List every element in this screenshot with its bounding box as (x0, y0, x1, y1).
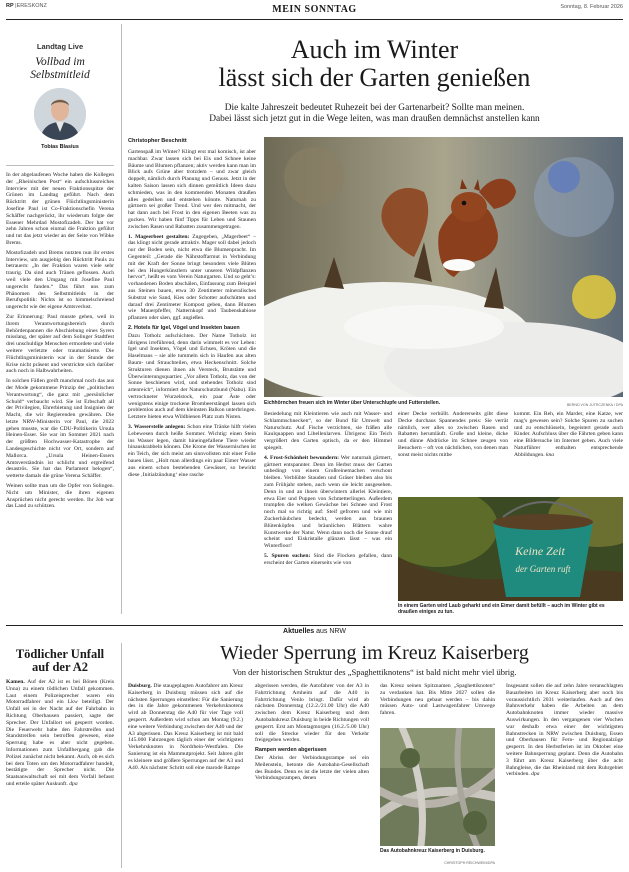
kaiserberg-column-3: das Kreuz seinen Spitznamen „Spaghettiknoten“ zu verdanken hat. Bis Mitte 2027 sollen die Verbindungen neu gebaut werden – bis dahin müssen Auto- und Lastwagenfahrer Umwege fahren. (380, 683, 495, 717)
kaiserberg-subhead: Rampen werden abgerissen (255, 747, 327, 754)
feature-deck (126, 103, 623, 125)
feature-intro: Gartenspaß im Winter? Klingt erst mal komisch, ist aber machbar. Zwar lassen sich bei Eis und Schnee keine Bäume und Blumen pflanzen; aktiv werden kann man im Blick aufs Grüne aber trotzdem – und zwar gleich doppelt, nämlich durch Planung und Genuss. Jetzt in der kalten Saison lassen sich dinnen gemütlich Ideen dazu schmieden, was in den kommenden Monaten draußen alles gedeihen und entstehen könnte. Naturnah zu gärtnern sei großer Trend. Und wer den mitmacht, der hat dann auch bei Frost in den eigenen Beeten was zu gucken. Wir haben fünf Tipps für Leben und Staunen zwischen Rasen und Rabatten zusammengetragen. (128, 149, 256, 230)
tip-4-title: 4. Frost-Schönheit bewundern: (264, 454, 339, 461)
kaiserberg-dateline: Duisburg. (128, 683, 152, 689)
accident-tag: dpa (69, 780, 78, 787)
tip-5-title: 5. Spuren suchen: (264, 552, 311, 559)
sidebar-paragraph: Zur Erinnerung: Paul musste gehen, weil in ihrem Verantwortungsbereich durch Behördenpannen die Abschiebung eines Syrers misslang, der später auf dem Solinger Stadtfest drei unschuldige Menschen ermordete und viele weitere verletzte oder traumatisierte. Die Flüchtlingsministerin war in der Stunde der Krise nicht präsent und verstrickte sich darüber auch noch in Halbwahrheiten. (6, 313, 114, 375)
issue-date: Sonntag, 8. Februar 2026 (560, 4, 623, 10)
tip-3-text: Schon eine Tränke hilft vielen Lebewesen durch heiße Sommer. Wichtig: einen Stein ins Wasser legen, damit hineingefallene Tiere wieder hinauskrabbeln können. Die Krone der Wassernischen ist ein Teich, der sich meist am sinnvollsten mit einer Folie bauen lässt. „Holt man allerdings ein paar Eimer Wasser aus einem schon bestehenden Gewässer, so bewirkt diese ‚Initialzündung‘ eine rasche (128, 424, 256, 478)
sidebar-headline: Vollbad im Selbstmitleid (30, 56, 90, 81)
sidebar-paragraph: Mostofizadeh und Brems nutzten nun ihr erstes Interview, um ausgiebig den Rücktritt Pauls zu betrauern: „In der Fraktion waren viele sehr traurig. Da sind auch Tränen geflossen. Auch weil viele den Umgang mit Josefine Paul ungerecht fanden.“ Das führt uns zum Phänomen des Selbstmitleids in der Berufspolitik: Nichts ist so himmelschreiend ungerecht wie der eigene Amtsverlust. (6, 249, 114, 311)
sidebar-paragraph: Weinen sollte man um die Opfer von Solingen. Nicht um Minister, die ihren eigenen Ansprüchen nicht gerecht werden. Ihr Job war das Land zu schützen. (6, 483, 114, 510)
kaiserberg-headline: Wieder Sperrung im Kreuz Kaiserberg (220, 642, 529, 664)
kaiserberg-tag: dpa (531, 771, 540, 778)
kaiserberg-photo (380, 728, 495, 846)
bucket-text-2: der Garten ruft (515, 564, 571, 574)
bucket-photo (398, 497, 623, 601)
sidebar-column (6, 22, 114, 617)
feature-byline: Christopher Beschnitt (128, 138, 187, 144)
kaiserberg-column-4 (506, 683, 623, 868)
feature-col5-text: kommt. Ein Reh, ein Marder, eine Katze, wer mag’s gewesen sein? Solche Spuren zu suchen und zu entschlüsseln, begeistert gerade auch Kinder. Aufschluss über die Fährten geben kann eine Bildersuche im Internet geben. Auch viele Naturführer enthalten entsprechende Abbildungen. (514, 411, 623, 458)
feature-column-1 (128, 149, 256, 614)
author-name: Tobias Blasius (41, 144, 79, 150)
accident-article (6, 648, 114, 869)
feature-col3-text: Besiedelung mit Kleintieren wie auch mit Wasser- und Schlammschnecken“, so der Bund für Umwelt und Naturschutz. Auf Fische verzichten, sie fräßen alle Kaulquappen und Libellenlarven. Übrigens: Ein Teich vergrößert den Garten optisch, da er den Himmel spiegelt. (264, 411, 392, 451)
feature-deck-line2: Dabei lässt sich jetzt gut in die Wege leiten, was man draußen demnächst anstellen kann (209, 114, 540, 124)
tip-1-text: Zugegeben, „Magerbeet“ – das klingt nicht gerade attraktiv. Mager soll dabei jedoch nur der Boden sein, nicht etwa die Blumenpracht. Im Gegenteil: „Gerade die Nährstoffarmut in Verbindung mit der Kraft der Sonne bringt besonders viele Blüten bei den Hungerkünstlern unter unseren Wildpflanzen hervor“, heißt es vom Verein Naturgarten. Und so geht’s: vorhandenen Boden abschälen, Einfassung zum Beispiel aus Steinen bauen, etwa 30 Zentimeter mineralisches Substrat wie Sand, Kies oder Schotter aufschütten und darauf drei Zentimeter Kompost geben, dann Blumen wie Mauerpfeffer, Natternkopf und Taubenskabiose pflanzen oder säen, ggf. angießen. (128, 233, 256, 322)
nrw-header (0, 628, 629, 635)
kaiserberg-col1-text: Die staugeplagten Autofahrer am Kreuz Kaiserberg in Duisburg müssen sich auf die nächsten Sperrungen einstellen: Für die Sanierung des in die Jahre gekommenen Verkehrsknotens wird ab Donnerstag die A40 für vier Tage voll gesperrt. Außerdem wird schon am Montag (9.2.) eine weitere Verbindung zwischen der A40 und der A3 abgerissen. Das Kreuz Kaiserberg ist mit bald 145.000 Fahrzeugen täglich einer der wichtigsten Verkehrsknoten in Nordrhein-Westfalen. Die Sanierung ist ein Mammutprojekt. Seit Jahren gibt es kleinere und größere Sperrungen auf der A3 und A40. Als nächster Schritt soll eine marode Rampe (128, 683, 243, 771)
tip-1-title: 1. Mageerbeet gestalten: (128, 233, 190, 240)
feature-column-5 (514, 411, 623, 486)
kaiserberg-deck: Von der historischen Struktur des „Spaghettiknotens“ ist bald nicht mehr viel übrig. (232, 667, 517, 677)
edition: |ERESKONZ (15, 3, 47, 9)
column-divider (121, 24, 122, 614)
kaiserberg-caption: Das Autobahnkreuz Kaiserberg in Duisburg. (380, 848, 485, 854)
feature-column-4: einer Decke verhüllt. Andererseits gibt diese Decke durchaus Spannendes preis: Sie verrät nämlich, wer alles so zwischen Rasen und Rabatten herumläuft. Große und kleine, dicke und dünne Abdrücke im Schnee zeugen von Besuchern – oft von nächtlichen, von denen man sonst meist nichts mitbe (398, 411, 508, 458)
tip-1 (128, 234, 256, 322)
logo: RP (6, 3, 14, 9)
section-title: MEIN SONNTAG (272, 4, 357, 15)
kaiserberg-col2b-text: Der Abriss der Verbindungsrampe sei ein Meilenstein, betonte die Autobahn-Gesellschaft des Bundes. Denn es ist die letzte der vielen alten Verbindungsrampen, denen (255, 754, 369, 782)
tip-3-title: 3. Wasserstelle anlegen: (128, 424, 186, 431)
tip-5 (264, 553, 392, 567)
accident-body (6, 679, 114, 869)
accident-text: Auf der A2 ist es bei Bönen (Kreis Unna) zu einem tödlichen Unfall gekommen. Laut einem Polizeisprecher waren ein Motorradfahrer und ein Lkw beteiligt. Der Unfall sei in der Nacht auf der Fahrbahn in Richtung Oberhausen passiert, sagte der Sprecher. Der Unfallort sei gesperrt worden. Die Feuerwehr habe den Fahrstreifen und Standstreifen sein betroffen gewesen, eine Sperrung habe es aber nicht gegeben. Informationen zum Unfallhergang gab die Polizei zunächst nicht bekannt. Auch, ob es sich bei dem Toten um den Motorradfahrer handelt, bestätigte der Sprecher nicht. Die Staatsanwaltschaft sei mit dem Vorfall befasst und erteile später Auskunft. (6, 679, 114, 787)
sidebar-kicker: Landtag Live (36, 42, 84, 51)
sidebar-paragraph: In der abgelaufenen Woche haben die Kollegen der „Rheinischen Post“ ein aufschlussreiches Interview mit der neuen Fraktionsspitze der Grünen im Landtag geführt. Nach dem Rücktritt der grünen Flüchtlingsministerin Josefine Paul ist Co-Fraktionschefin Verena Schäffer nachgerückt, ihr wiederum folgte der Essener Mehrdad Mostofizadeh. Der hat vor zehn Jahren schon einmal die Fraktion geführt und tut das jetzt wieder an der Seite von Wibke Brems. (6, 172, 114, 246)
squirrel-caption: Eichhörnchen freuen sich im Winter über Unterschlupfe und Futterstellen. (264, 400, 441, 406)
nrw-header-bold: Aktuelles (283, 628, 315, 635)
sidebar-rule (6, 165, 114, 166)
tip-4 (264, 455, 392, 550)
feature-headline-line1: Auch im Winter (290, 35, 459, 64)
kaiserberg-col4-text: Insgesamt sollen die auf zehn Jahre veranschlagten Bauarbeiten im Kreuz Kaiserberg aber noch bis voraussichtlich 2031 weiterlaufen. Auch auf den Bahnverkehr haben die Arbeiten an dem Autobahnknoten immer wieder massive Auswirkungen. In den vergangenen vier Wochen war deshalb etwa einer der wichtigsten Bahnstrecken in NRW zwischen Duisburg, Essen und Oberhausen für Fern- und Regionalzüge gesperrt. In den Herbstferien ist im Oktober eine weitere Bahnsperrung geplant. Denn die Autobahn 3 führt am Kreuz Kaiserberg über die acht Bahngleise, die das Rheinland mit dem Ruhrgebiet verbinden. (506, 683, 623, 778)
nrw-column-divider (121, 643, 122, 868)
kaiserberg-illustration (380, 728, 495, 846)
squirrel-credit: BERND VON JUTRCZENKA / DPA (566, 403, 623, 407)
feature-column-3 (264, 411, 392, 614)
feature-deck-line1: Die kalte Jahreszeit bedeutet Ruhezeit bei der Gartenarbeit? Sollte man meinen. (224, 103, 525, 113)
nrw-rule (6, 625, 623, 626)
tip-2-title: 2. Hotels für Igel, Vögel und Insekten bauen (128, 324, 240, 331)
bucket-text-1: Keine Zeit (515, 544, 565, 558)
feature-col5-tag: kna (546, 451, 555, 458)
nrw-header-rest: aus NRW (314, 628, 346, 635)
sidebar-paragraph: In solchen Fällen greift manchmal noch das aus der Mode gekommene Prinzip der „politischen Verantwortung“, die ganz mit „persönlicher Schuld“ verbaucht wird. Sie ist Erbschaft all der Privilegien, Ehrerbietung und Insignien der Macht, die wir Regierenden gewähren. Die letzte NRW-Ministerin vor Paul, die 2022 gehen musste, war die CDU-Politikerin Ursula Heinen-Esser. Sie war im Sommer 2021 nach der größten Hochwasser-Katastrophe der Landesgeschichte nicht vor Ort, sondern auf Mallorca. „Ursula Heinen-Essers Amtsverständnis ist schlicht und ergreifend desaströs. Sie hat das Parlament belogen“, wetterte damals die grüne Verena Schäffer. (6, 378, 114, 480)
tip-5-text: Sind die Flocken gefallen, dann erscheint der Garten einerseits wie von (264, 552, 392, 566)
bucket-illustration (398, 497, 623, 601)
kaiserberg-column-2 (255, 683, 369, 868)
squirrel-illustration (264, 137, 623, 397)
feature-headline-line2: lässt sich der Garten genießen (218, 63, 531, 92)
squirrel-photo (264, 137, 623, 397)
bucket-caption: In einem Garten wird Laub geharkt und ein Eimer damit befüllt – auch im Winter gibt es draußen einiges zu tun. (398, 603, 605, 615)
kaiserberg-column-1 (128, 683, 243, 868)
tip-4-text: Wer naturnah gärtnert, gärtnert entspannter. Denn im Herbst muss der Garten unbedingt von einem Großreinemachen verschont bleiben. Verblühte Stauden und Gräser bleiben also bis zum Frühjahr stehen, auch wenn sie leicht ausgesehen. Denn in und an ihnen überwintern allerlei Kleintiere, etwa Eier und Puppen von Schmetterlingen. Außerdem trumpfen die welken Gewächse bei Schnee und Frost noch mal so richtig auf: Steif gefroren und wie mit Zuckerhäubchen bedeckt, werden aus braunen Blütenköpfen und bräunlichen Blättern wahre Kunstwerke der Natur. Wenn dann noch die Sonne drauf scheint und Eiskristalle glänzen lässt – was ein Winterfloor! (264, 454, 392, 550)
tip-3 (128, 424, 256, 478)
author-photo (34, 88, 86, 140)
kaiserberg-credit: CHRISTOPH REICHWEIN/DPA (444, 861, 495, 865)
tip-2-text: Dazu Totholz aufschichten. Der Name Totholz ist übrigens irreführend, denn darin wimmelt es vor Leben: Igel und Insekten, Vögel und Echsen, Kröten und die Haselmaus – sie alle tummeln sich in Haufen aus alten Baum- und Strauchteilen, etwa Heckenschnitt. Solche Strukturen dienen ihnen als Versteck, Brutstätte und Überwinterungsquartier. „Vor allem Totholz, das von der Sonne beschienen wird, und stehendes Totholz sind artenreich“, informiert der Naturschutzbund (Nabu). Ein vertrockneter Wurzelstock, ein paar Äste oder wenigstens einige trockene Brombeerstängel lassen sich problemlos auch auf dem kleinsten Balkon unterbringen. Letztere bieten etwa Wildbienen Platz zum Nisten. (128, 332, 256, 421)
accident-headline: Tödlicher Unfall auf der A2 (15, 647, 105, 674)
accident-dateline: Kamen. (6, 679, 25, 685)
kaiserberg-col2-text: abgerissen werden, die Autofahrer von der A3 in Fahrtrichtung Arnheim auf die A40 in Fahrtrichtung Venlo bringt. Dafür wird ab nächsten Donnerstag (12.2./21.00 Uhr) die A40 zwischen dem Kreuz Kaiserberg und dem Autobahnkreuz Duisburg in beide Richtungen voll gesperrt. Erst am Montagmorgen (16.2./5.00 Uhr) soll die Strecke wieder für den Verkehr freigegeben werden. (255, 683, 369, 744)
sidebar-body (6, 172, 114, 513)
masthead-rule (6, 19, 623, 20)
